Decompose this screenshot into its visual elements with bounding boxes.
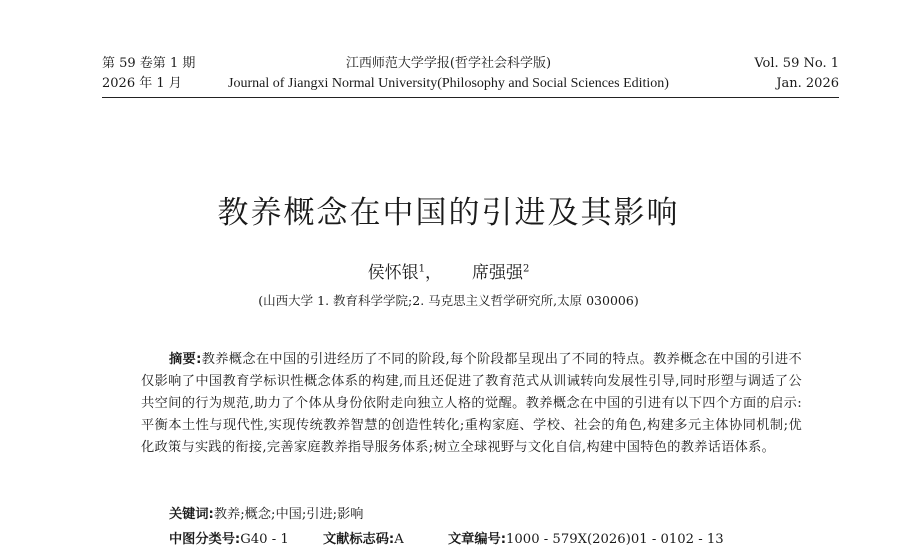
clc-label: 中图分类号: [169, 532, 241, 547]
abstract-label: 摘要: [169, 352, 202, 367]
journal-name-cn: 江西师范大学学报(哲学社会科学版) [345, 56, 552, 71]
doc-code-label: 文献标志码: [323, 532, 395, 547]
journal-name-en: Journal of Jiangxi Normal University(Philosophy and Social Sciences Edition) [228, 76, 669, 91]
author-separator: ， [425, 263, 442, 283]
document-code [323, 528, 448, 547]
keywords [169, 503, 364, 522]
date-en: Jan. 2026 [776, 76, 839, 91]
clc-number [169, 528, 323, 547]
clc-value: G40 - 1 [240, 532, 289, 547]
author-affil-marker: 1 [418, 263, 425, 275]
page-header [0, 0, 897, 100]
article-no-label: 文章编号: [448, 532, 507, 547]
keywords-label: 关键词: [169, 507, 214, 522]
article-number [448, 528, 724, 547]
author-affil-marker: 2 [523, 263, 530, 275]
article-title: 教养概念在中国的引进及其影响 [217, 194, 680, 231]
abstract [141, 349, 802, 459]
affiliation: (山西大学 1. 教育科学学院;2. 马克思主义哲学研究所,太原 030006) [258, 293, 639, 308]
abstract-text: 教养概念在中国的引进经历了不同的阶段,每个阶段都呈现出了不同的特点。教养概念在中国的引进不仅影响了中国教育学标识性概念体系的构建,而且还促进了教育范式从训诫转向发展性引导,同时形塑与调适了公共空间的行为规范,助力了个体从身份依附走向独立人格的觉醒。教养概念在中国的引进有以下四个方面的启示:平衡本土性与现代性,实现传统教养智慧的创造性转化;重构家庭、学校、社会的角色,构建多元主体协同机制;优化政策与实践的衔接,完善家庭教养指导服务体系;树立全球视野与文化自信,构建中国特色的教养话语体系。 [141, 352, 802, 455]
classification-line [169, 528, 724, 547]
doc-code-value: A [394, 532, 404, 547]
keywords-text: 教养;概念;中国;引进;影响 [213, 507, 364, 522]
author-line [0, 258, 897, 283]
author-name: 席强强 [472, 263, 523, 283]
author-name: 侯怀银 [367, 263, 419, 283]
date-cn: 2026 年 1 月 [102, 76, 182, 91]
article-no-value: 1000 - 579X(2026)01 - 0102 - 13 [506, 532, 724, 547]
header-rule [102, 97, 839, 98]
volume-issue-en: Vol. 59 No. 1 [754, 56, 839, 71]
volume-issue-cn: 第 59 卷第 1 期 [102, 56, 196, 71]
